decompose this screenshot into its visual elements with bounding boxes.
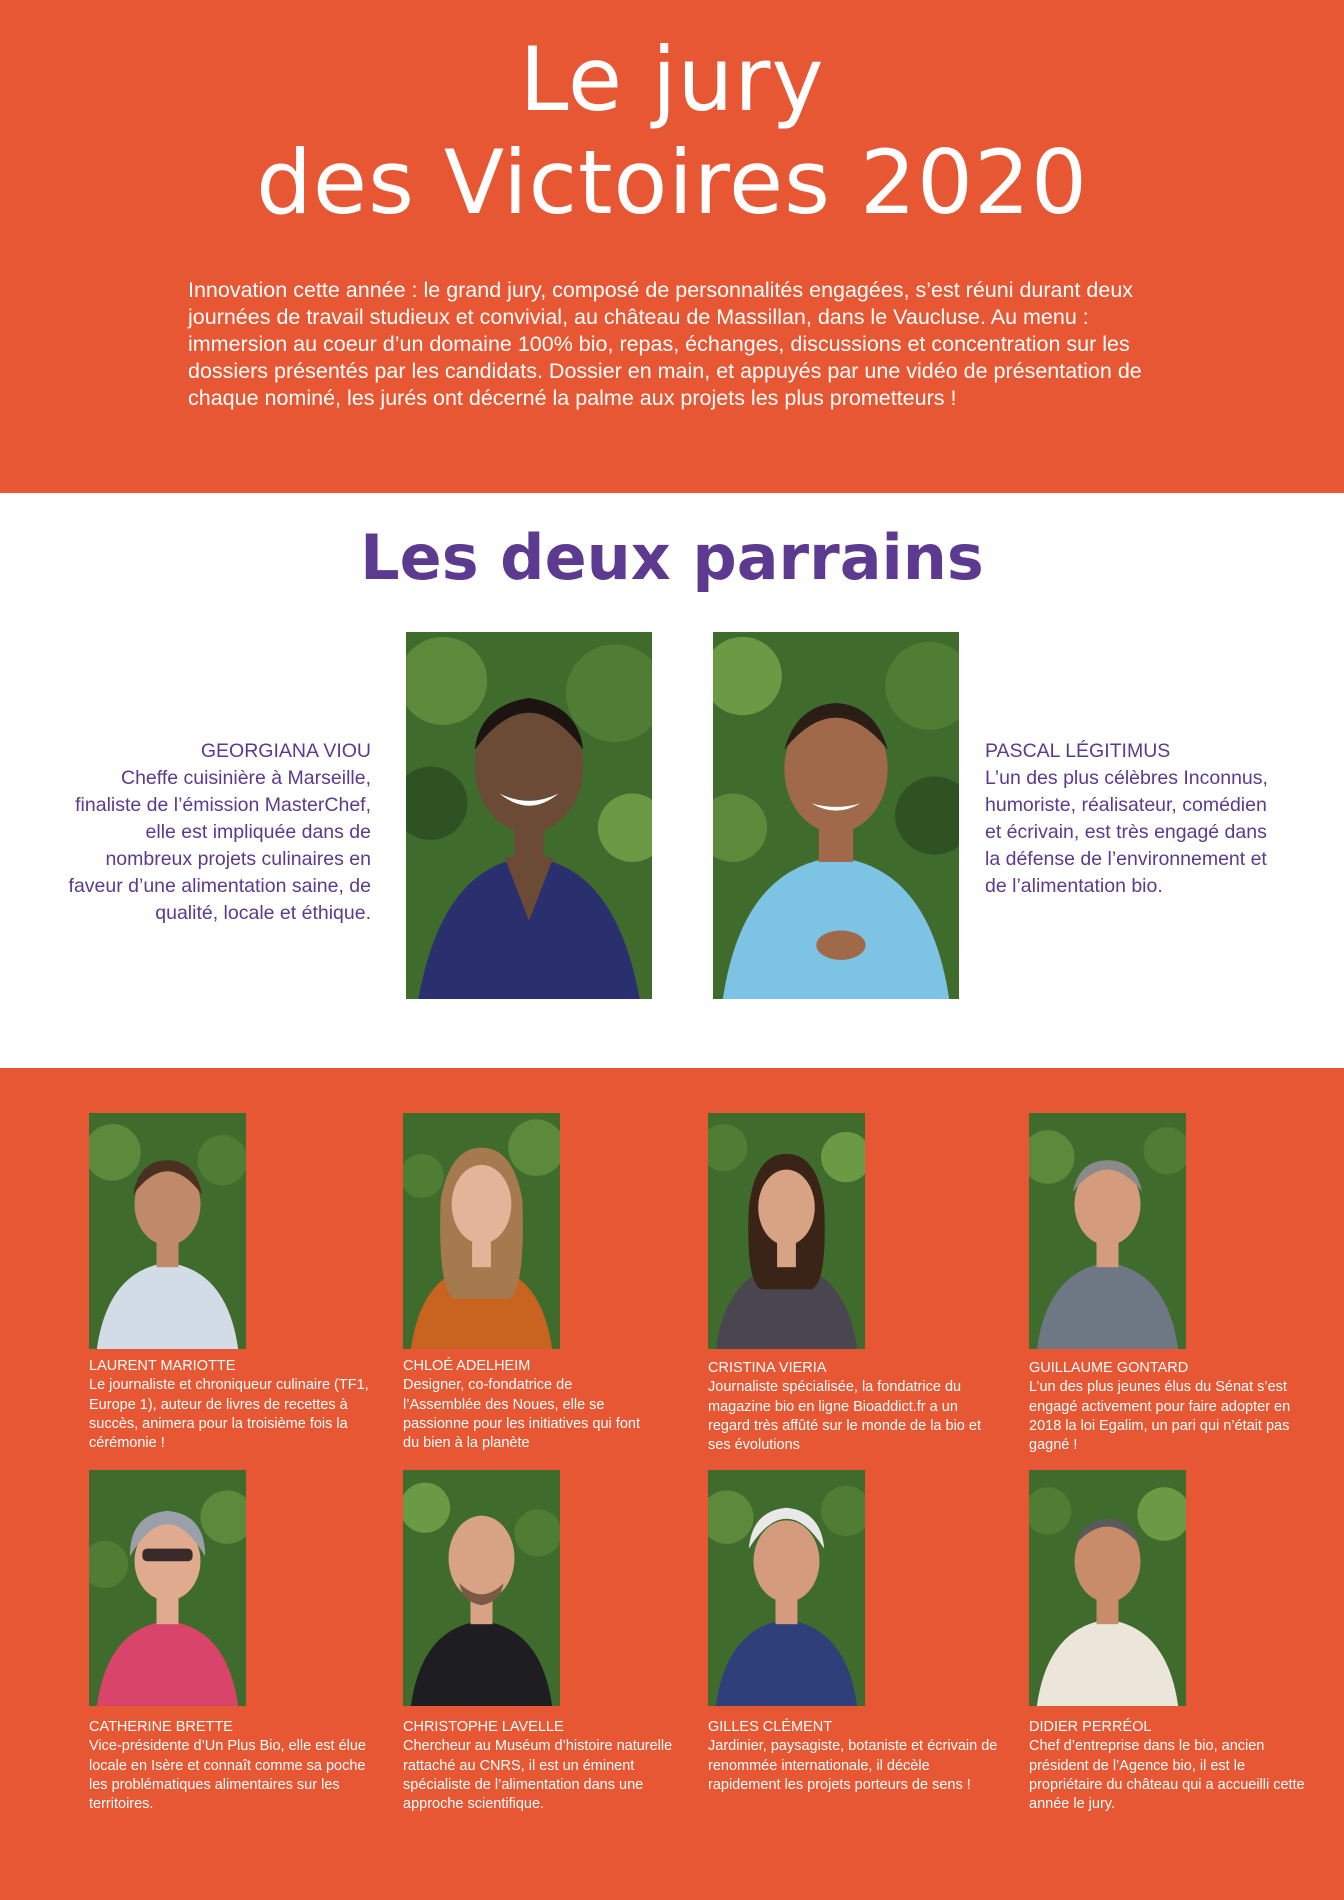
jury-name: LAURENT MARIOTTE: [89, 1358, 236, 1374]
jury-photo-didier-perreol: [1029, 1470, 1186, 1706]
jury-description: Designer, co-fondatrice de l’Assemblée des Noues, elle se passionne pour les initiatives qui font du bien à la planète: [403, 1377, 640, 1452]
jury-photo-chloe-adelheim: [403, 1113, 560, 1349]
page-title: [0, 28, 1344, 234]
jury-name: GILLES CLÉMENT: [708, 1719, 833, 1735]
sponsor-bio-georgiana: [60, 738, 371, 927]
jury-bio-catherine-brette: [89, 1718, 379, 1814]
jury-name: DIDIER PERRÉOL: [1029, 1719, 1152, 1735]
jury-photo-guillaume-gontard: [1029, 1113, 1186, 1349]
sponsors-heading: Les deux parrains: [360, 521, 984, 594]
jury-name: CHRISTOPHE LAVELLE: [403, 1719, 564, 1735]
sponsor-name: GEORGIANA VIOU: [200, 740, 371, 762]
jury-description: L’un des plus jeunes élus du Sénat s’est engagé activement pour faire adopter en 2018 la loi Egalim, un pari qui n’était pas gagné !: [1029, 1379, 1291, 1454]
jury-name: GUILLAUME GONTARD: [1029, 1360, 1189, 1376]
jury-description: Journaliste spécialisée, la fondatrice du magazine bio en ligne Bioaddict.fr a un regard très affûté sur le monde de la bio et ses évolutions: [708, 1379, 981, 1454]
sponsor-photo-pascal: [713, 632, 959, 999]
jury-description: Vice-présidente d’Un Plus Bio, elle est élue locale en Isère et connaît comme sa poche les problématiques alimentaires sur les territoires.: [89, 1738, 367, 1813]
jury-photo-laurent-mariotte: [89, 1113, 246, 1349]
jury-bio-didier-perreol: [1029, 1718, 1319, 1814]
jury-photo-catherine-brette: [89, 1470, 246, 1706]
jury-description: Chercheur au Muséum d’histoire naturelle rattaché au CNRS, il est un éminent spécialiste de l’alimentation dans une approche scientifique.: [403, 1738, 673, 1813]
jury-description: Chef d’entreprise dans le bio, ancien président de l’Agence bio, il est le propriétaire du château qui a accueilli cette année le jury.: [1029, 1738, 1305, 1813]
jury-bio-laurent-mariotte: [89, 1357, 379, 1453]
jury-description: Le journaliste et chroniqueur culinaire (TF1, Europe 1), auteur de livres de recettes à succès, animera pour la troisième fois la cérémonie !: [89, 1377, 369, 1452]
jury-name: CRISTINA VIERIA: [708, 1360, 827, 1376]
intro-paragraph: Innovation cette année : le grand jury, composé de personnalités engagées, s’est réuni durant deux journées de travail studieux et convivial, au château de Massillan, dans le Vaucluse. Au menu : immersion au coeur d’un domaine 100% bio, repas, échanges, discussions et concentration sur les dossiers présentés par les candidats. Dossier en main, et appuyés par une vidéo de présentation de chaque nominé, les jurés ont décerné la palme aux projets les plus prometteurs !: [188, 278, 1142, 410]
jury-name: CATHERINE BRETTE: [89, 1719, 233, 1735]
sponsor-bio-pascal: [985, 738, 1275, 900]
jury-photo-christophe-lavelle: [403, 1470, 560, 1706]
jury-bio-guillaume-gontard: [1029, 1359, 1319, 1455]
page-title-line2: des Victoires 2020: [256, 131, 1088, 234]
jury-bio-gilles-clement: [708, 1718, 998, 1795]
jury-photo-gilles-clement: [708, 1470, 865, 1706]
sponsor-name: PASCAL LÉGITIMUS: [985, 740, 1171, 762]
sponsor-description: L’un des plus célèbres Inconnus, humoriste, réalisateur, comédien et écrivain, est très engagé dans la défense de l’environnement et de l’alimentation bio.: [985, 767, 1268, 897]
sponsor-description: Cheffe cuisinière à Marseille, finaliste de l’émission MasterChef, elle est impliquée dans de nombreux projets culinaires en faveur d’une alimentation saine, de qualité, locale et éthique.: [68, 767, 371, 924]
jury-photo-cristina-vieria: [708, 1113, 865, 1349]
jury-name: CHLOÉ ADELHEIM: [403, 1358, 531, 1374]
jury-description: Jardinier, paysagiste, botaniste et écrivain de renommée internationale, il décèle rapidement les projets porteurs de sens !: [708, 1738, 998, 1793]
jury-bio-cristina-vieria: [708, 1359, 998, 1455]
sponsor-photo-georgiana: [406, 632, 652, 999]
jury-bio-christophe-lavelle: [403, 1718, 693, 1814]
header-band: [0, 0, 1344, 493]
page-title-line1: Le jury: [519, 28, 825, 131]
jury-bio-chloe-adelheim: [403, 1357, 643, 1453]
